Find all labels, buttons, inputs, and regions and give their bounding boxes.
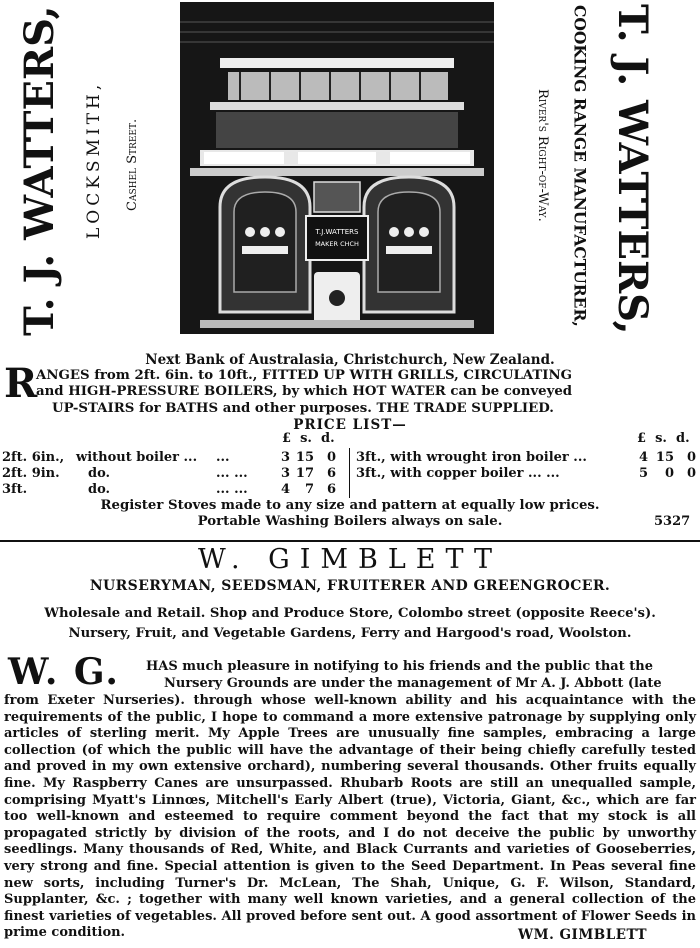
price-list-divider	[349, 448, 350, 498]
watters-line1: ANGES from 2ft. 6in. to 10ft., FITTED UP WITH GRILLS, CIRCULATING	[36, 368, 573, 383]
price-row: 3ft., with wrought iron boiler ... 4 15 0	[356, 450, 696, 465]
right-currency-header: £ s. d.	[637, 431, 690, 446]
gimblett-line2: Nursery, Fruit, and Vegetable Gardens, Ferry and Hargood's road, Woolston.	[68, 626, 632, 641]
left-currency-header: £ s. d.	[282, 431, 335, 446]
watters-footer2: Portable Washing Boilers always on sale.	[197, 514, 503, 529]
price-row: 3ft. do. ... ... 4 7 6	[2, 482, 336, 497]
stove-plate-line2: MAKER CHCH	[315, 240, 359, 248]
right-trade: COOKING RANGE MANUFACTURER,	[570, 5, 590, 327]
gimblett-body-first: HAS much pleasure in notifying to his friends and the public that the	[146, 659, 653, 674]
price-row: 2ft. 9in. do. ... ... 3 17 6	[2, 466, 336, 481]
gimblett-signature: WM. GIMBLETT	[518, 927, 648, 943]
watters-address: Next Bank of Australasia, Christchurch, New Zealand.	[145, 352, 555, 368]
left-name: T. J. WATTERS,	[16, 5, 63, 336]
watters-footer1: Register Stoves made to any size and pattern at equally low prices.	[100, 498, 600, 513]
watters-line3: UP-STAIRS for BATHS and other purposes. THE TRADE SUPPLIED.	[52, 401, 554, 416]
gimblett-initials: W. G.	[8, 651, 120, 693]
gimblett-body-second: Nursery Grounds are under the management of Mr A. J. Abbott (late	[164, 676, 662, 691]
stove-plate-line1: T.J.WATTERS	[315, 228, 359, 236]
drop-cap: R	[4, 360, 38, 407]
price-list-title: PRICE LIST—	[293, 417, 407, 433]
price-row: 3ft., with copper boiler ... ... 5 0 0	[356, 466, 696, 481]
price-row: 2ft. 6in., without boiler ... ... 3 15 0	[2, 450, 336, 465]
ad-number: 5327	[654, 514, 691, 529]
right-location: River's Right-of-Way.	[535, 88, 550, 222]
left-street: Cashel Street.	[125, 118, 140, 212]
watters-line2: and HIGH-PRESSURE BOILERS, by which HOT WATER can be conveyed	[36, 384, 573, 399]
section-divider	[0, 540, 700, 542]
cooking-range-engraving	[180, 2, 494, 334]
gimblett-line1: Wholesale and Retail. Shop and Produce Store, Colombo street (opposite Reece's).	[44, 606, 656, 621]
gimblett-subtitle: NURSERYMAN, SEEDSMAN, FRUITERER AND GREENGROCER.	[89, 578, 611, 594]
gimblett-body: from Exeter Nurseries). through whose well-known ability and his acquaintance with the requirements of the public, I hope to command a more extensive patronage by supplying only articles of sterling merit. My Apple Trees are unusually fine samples, embracing a large collection (of which the public will have the advantage of their being chiefly carefully tested and proved in my own extensive orchard), numbering several thousands. Other fruits equally fine. My Raspberry Canes are unsurpassed. Rhubarb Roots are still an unequalled sample, comprising Myatt's Linnœs, Mitchell's Early Albert (true), Victoria, Giant, &c., which are far too well-known and esteemed to require comment beyond the fact that my stock is all propagated strictly by division of the roots, and I do not deceive the public by unworthy seedlings. Many thousands of Red, White, and Black Currants and varieties of Gooseberries, very strong and fine. Special attention is given to the Seed Department. In Peas several fine new sorts, including Turner's Dr. McLean, The Shah, Unique, G. F. Wilson, Standard, Supplanter, &c. ; together with many well known varieties, and a general collection of the finest varieties of vegetables. All proved before sent out. A good assortment of Flower Seeds in prime condition.	[4, 693, 696, 941]
right-name: T. J. WATTERS,	[609, 4, 656, 335]
left-trade: LOCKSMITH,	[84, 80, 104, 240]
gimblett-title: W. GIMBLETT	[197, 544, 503, 575]
